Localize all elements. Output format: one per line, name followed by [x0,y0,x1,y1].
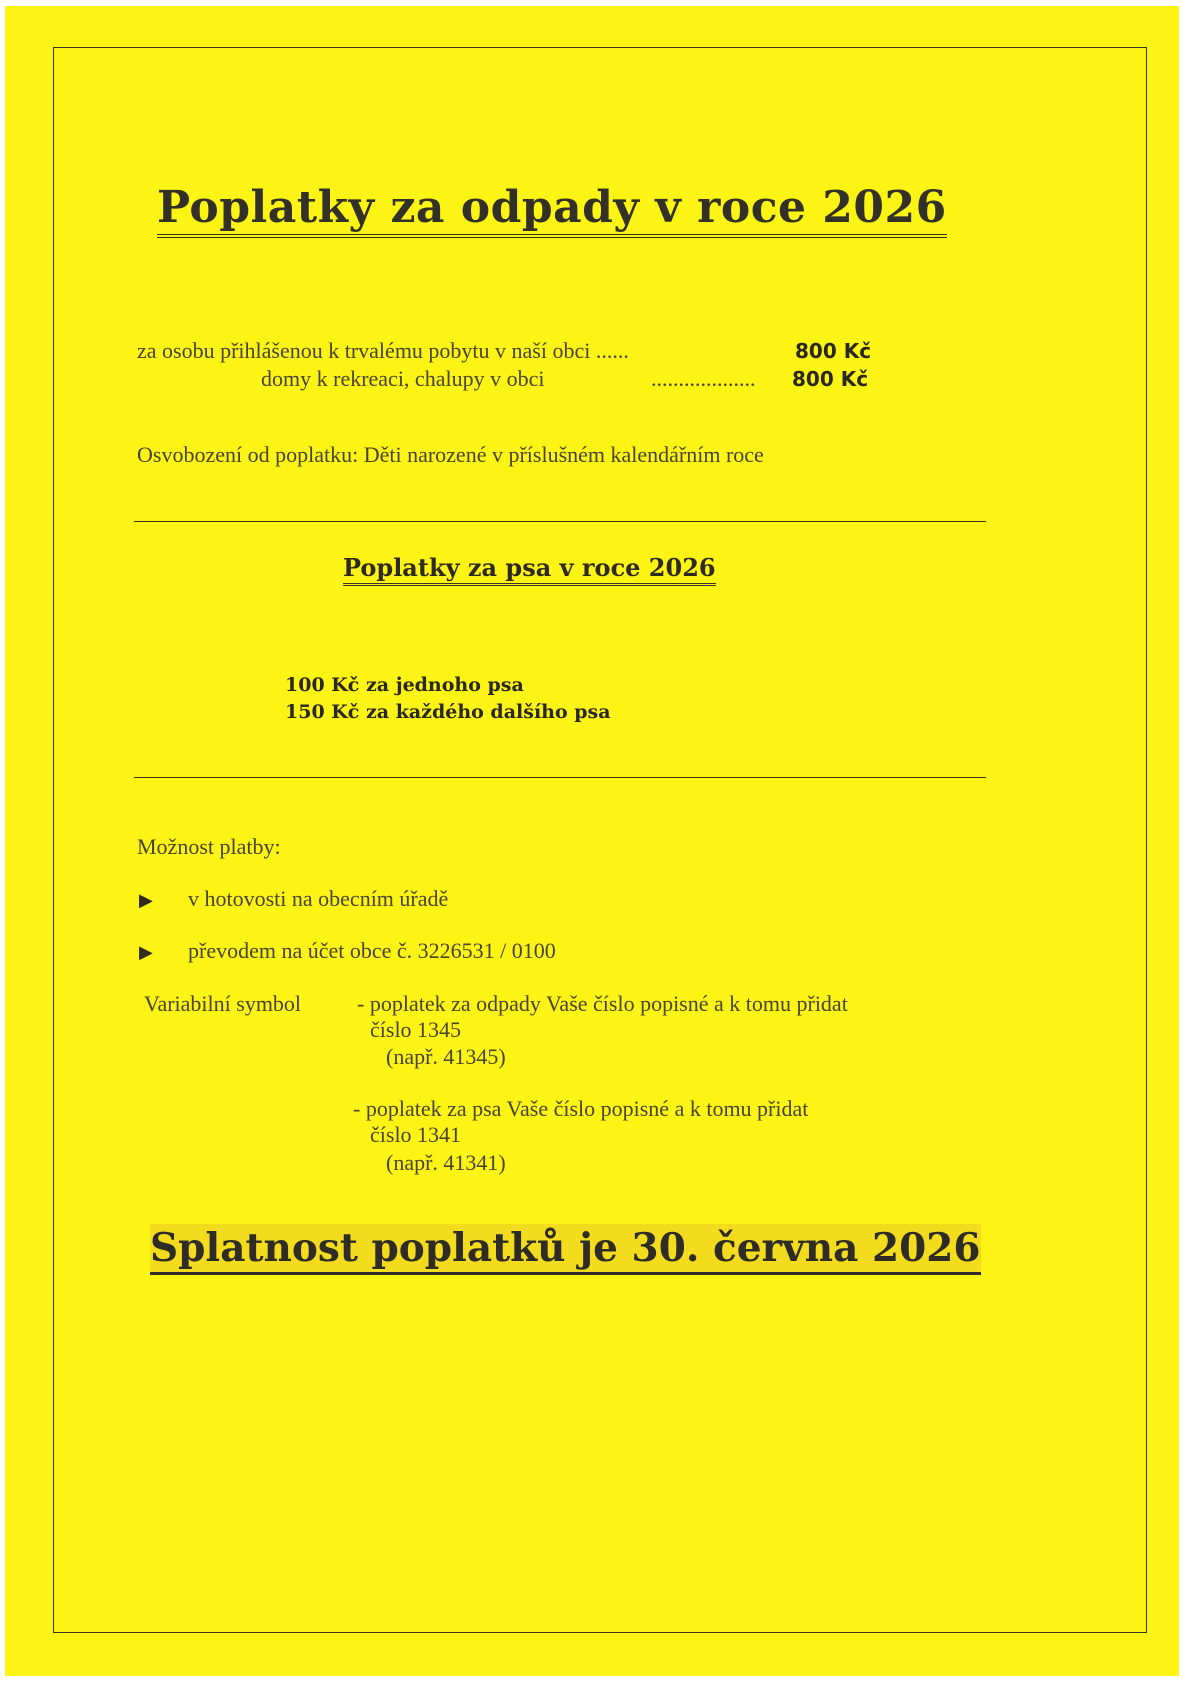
fee-row-resident-label: za osobu přihlášenou k trvalému pobytu v naší obci ...... [137,338,629,363]
vs-dog-line2: číslo 1341 [370,1122,462,1147]
divider-2 [134,777,986,778]
fee-row-recreation-leader: ................... [651,366,756,391]
vs-dog-line1: - poplatek za psa Vaše číslo popisné a k tomu přidat [353,1096,809,1121]
payment-option-transfer: převodem na účet obce č. 3226531 / 0100 [188,938,556,963]
payment-option-cash: v hotovosti na obecním úřadě [188,886,449,911]
variable-symbol-label: Variabilní symbol [144,991,302,1016]
fee-row-resident-amount: 800 Kč [795,339,872,363]
divider-1 [134,521,986,522]
vs-dog-example: (např. 41341) [386,1150,506,1175]
vs-waste-example: (např. 41345) [386,1044,506,1069]
page-title: Poplatky za odpady v roce 2026 [157,182,947,238]
fee-row-recreation-amount: 800 Kč [792,367,869,391]
vs-waste-line2: číslo 1345 [370,1017,462,1042]
triangle-bullet-icon: ▶ [139,942,153,963]
vs-waste-line1: - poplatek za odpady Vaše číslo popisné a k tomu přidat [357,991,848,1016]
fee-row-recreation-label: domy k rekreaci, chalupy v obci [261,366,545,391]
payment-deadline: Splatnost poplatků je 30. června 2026 [150,1224,981,1275]
exemption-text: Osvobození od poplatku: Děti narozené v příslušném kalendářním roce [137,442,764,467]
dog-fees-title: Poplatky za psa v roce 2026 [343,553,716,586]
payment-heading: Možnost platby: [137,834,281,859]
triangle-bullet-icon: ▶ [139,890,153,911]
dog-fee-line-first: 100 Kč za jednoho psa [285,674,524,696]
dog-fee-line-additional: 150 Kč za každého dalšího psa [285,701,611,723]
